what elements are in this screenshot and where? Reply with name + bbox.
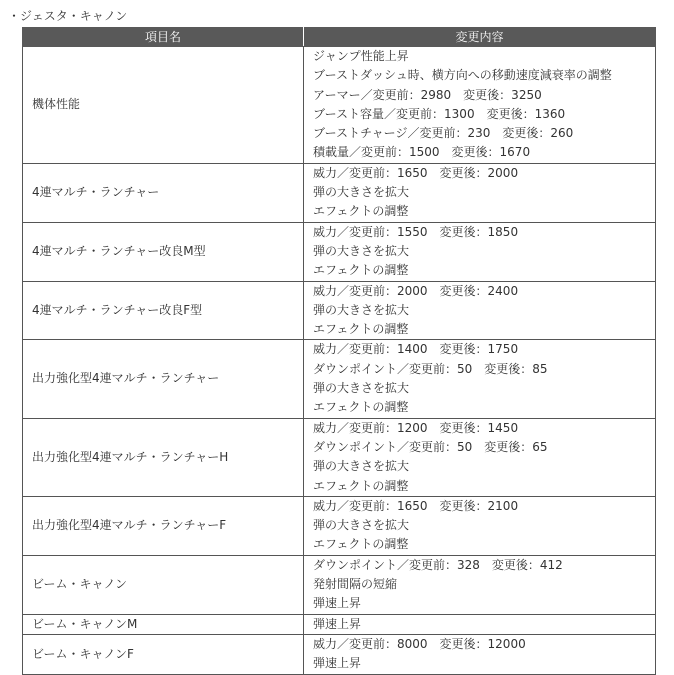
change-line: ブースト容量／変更前：1300 変更後：1360 <box>313 106 566 121</box>
change-line: ブーストダッシュ時、横方向への移動速度減衰率の調整 <box>313 68 612 83</box>
table-body <box>23 47 656 675</box>
change-line: エフェクトの調整 <box>313 263 409 278</box>
change-content-cell <box>304 47 656 164</box>
item-name-cell: 出力強化型4連マルチ・ランチャーH <box>23 418 304 496</box>
page-title: ・ジェスタ・キャノン <box>8 9 128 23</box>
change-line: ジャンプ性能上昇 <box>313 49 409 63</box>
change-line: 弾の大きさを拡大 <box>313 185 410 200</box>
change-content-cell <box>304 340 656 418</box>
change-content-cell <box>304 222 656 281</box>
change-content-cell <box>304 163 656 222</box>
change-line: 弾の大きさを拡大 <box>313 302 410 317</box>
table-row <box>23 281 656 340</box>
change-line: 弾の大きさを拡大 <box>313 518 410 533</box>
change-line: ダウンポイント／変更前：50 変更後：65 <box>313 439 548 454</box>
change-line: エフェクトの調整 <box>313 537 409 552</box>
change-line: 弾の大きさを拡大 <box>313 243 410 258</box>
table-row <box>23 555 656 614</box>
item-name-cell: ビーム・キャノン <box>23 555 304 614</box>
change-line: 威力／変更前：2000 変更後：2400 <box>313 283 519 298</box>
change-line: 威力／変更前：1200 変更後：1450 <box>313 420 519 435</box>
change-line: 弾速上昇 <box>313 616 362 631</box>
change-line: 弾の大きさを拡大 <box>313 459 410 474</box>
change-line: 発射間隔の短縮 <box>313 577 398 592</box>
change-line: エフェクトの調整 <box>313 478 409 493</box>
change-table <box>22 27 656 675</box>
change-line: 弾の大きさを拡大 <box>313 381 410 396</box>
change-content-cell <box>304 418 656 496</box>
change-content-cell <box>304 555 656 614</box>
change-line: 弾速上昇 <box>313 596 362 611</box>
item-name-cell: 機体性能 <box>23 47 304 164</box>
item-name-cell: ビーム・キャノンM <box>23 614 304 634</box>
item-name-cell: 出力強化型4連マルチ・ランチャーF <box>23 496 304 555</box>
change-line: 威力／変更前：1400 変更後：1750 <box>313 342 519 357</box>
change-line: エフェクトの調整 <box>313 400 409 415</box>
change-line: 威力／変更前：1650 変更後：2000 <box>313 165 519 180</box>
table-row <box>23 496 656 555</box>
table-row <box>23 614 656 634</box>
table-row <box>23 47 656 164</box>
change-line: 威力／変更前：1550 変更後：1850 <box>313 224 519 239</box>
table-row <box>23 418 656 496</box>
change-line: アーマー／変更前：2980 変更後：3250 <box>313 87 542 102</box>
change-line: ダウンポイント／変更前：328 変更後：412 <box>313 557 563 572</box>
change-content-cell <box>304 496 656 555</box>
change-content-cell <box>304 634 656 674</box>
item-name-cell: ビーム・キャノンF <box>23 634 304 674</box>
change-line: エフェクトの調整 <box>313 322 409 337</box>
change-line: 威力／変更前：8000 変更後：12000 <box>313 636 526 651</box>
change-line: 威力／変更前：1650 変更後：2100 <box>313 498 519 513</box>
change-line: ブーストチャージ／変更前：230 変更後：260 <box>313 126 574 141</box>
item-name-cell: 4連マルチ・ランチャー改良F型 <box>23 281 304 340</box>
change-line: 弾速上昇 <box>313 656 362 671</box>
change-line: エフェクトの調整 <box>313 204 409 219</box>
table-header-row <box>23 28 656 47</box>
header-item-name: 項目名 <box>23 28 304 47</box>
change-line: 積載量／変更前：1500 変更後：1670 <box>313 145 531 160</box>
item-name-cell: 4連マルチ・ランチャー <box>23 163 304 222</box>
item-name-cell: 出力強化型4連マルチ・ランチャー <box>23 340 304 418</box>
table-row <box>23 634 656 674</box>
change-content-cell <box>304 614 656 634</box>
header-change-content: 変更内容 <box>304 28 656 47</box>
change-content-cell <box>304 281 656 340</box>
table-row <box>23 222 656 281</box>
item-name-cell: 4連マルチ・ランチャー改良M型 <box>23 222 304 281</box>
table-row <box>23 340 656 418</box>
table-row <box>23 163 656 222</box>
change-line: ダウンポイント／変更前：50 変更後：85 <box>313 361 548 376</box>
